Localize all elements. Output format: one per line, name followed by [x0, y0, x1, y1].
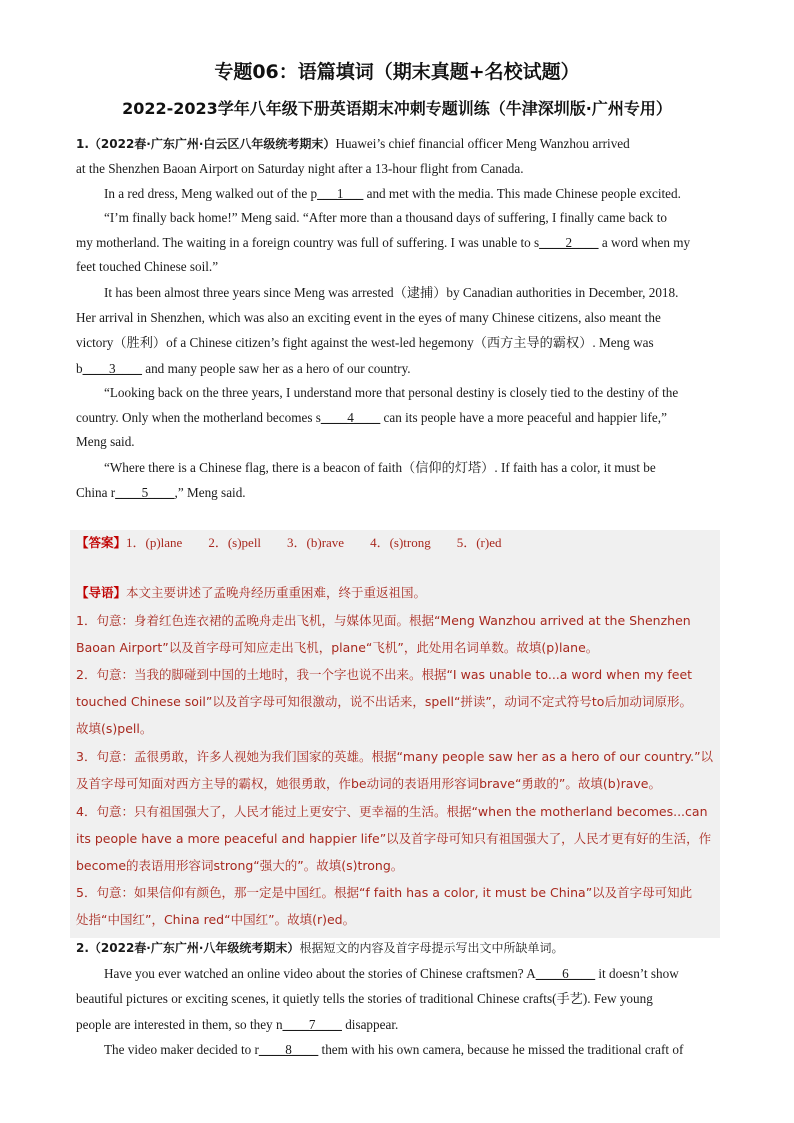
q1-line-2: at the Shenzhen Baoan Airport on Saturday night after a 13-hour flight from Canada. — [76, 161, 524, 176]
q1-line-13: Meng said. — [76, 434, 135, 449]
q1-line-15: China r____5____,” Meng said. — [76, 485, 246, 500]
q2-source: 2.（2022春·广东广州·八年级统考期末） — [76, 941, 300, 955]
q1-line-7: It has been almost three years since Meng was arrested（逮捕）by Canadian authorities in December, 2018. — [104, 285, 679, 300]
blank-3: ____3____ — [82, 361, 142, 376]
q1-line-11: “Looking back on the three years, I understand more that personal destiny is closely tied to the destiny of the — [104, 385, 679, 400]
analysis-line-3: 2．句意：当我的脚碰到中国的土地时，我一个字也说不出来。根据“I was unable to...a word when my feet — [76, 667, 693, 682]
blank-7: ____7____ — [282, 1017, 342, 1032]
blank-6: ____6____ — [535, 966, 596, 981]
blank-1: ___1___ — [317, 186, 364, 201]
q1-line-10: b____3____ and many people saw her as a hero of our country. — [76, 361, 411, 376]
q2-line-1: Have you ever watched an online video about the stories of Chinese craftsmen? A____6____ it doesn’t show — [104, 966, 679, 981]
guide-line: 【导语】本文主要讲述了孟晚舟经历重重困难，终于重返祖国。 — [76, 585, 427, 600]
analysis-line-9: its people have a more peaceful and happier life”以及首字母可知只有祖国强大了，人民才更有好的生活，作 — [76, 831, 712, 846]
analysis-line-5: 故填(s)pell。 — [76, 721, 153, 736]
blank-5: ____5____ — [115, 485, 175, 500]
analysis-line-12: 处指“中国红”，China red“中国红”。故填(r)ed。 — [76, 912, 356, 927]
page-title: 专题06：语篇填词（期末真题+名校试题） — [214, 61, 580, 83]
answer-tag: 【答案】 — [76, 535, 127, 550]
q1-line-9: victory（胜利）of a Chinese citizen’s fight against the west-led hegemony（西方主导的霸权）. Meng was — [76, 335, 654, 350]
analysis-line-2: Baoan Airport”以及首字母可知应走出飞机，plane“飞机”，此处用名词单数。故填(p)lane。 — [76, 640, 599, 655]
answer-line — [76, 535, 501, 551]
q1-line-6: feet touched Chinese soil.” — [76, 259, 219, 274]
q1-source: 1.（2022春·广东广州·白云区八年级统考期末） — [76, 137, 336, 151]
guide-tag: 【导语】 — [76, 585, 127, 600]
analysis-line-6: 3．句意：孟很勇敢，许多人视她为我们国家的英雄。根据“many people saw her as a hero of our country.”以 — [76, 749, 714, 764]
analysis-line-8: 4．句意：只有祖国强大了，人民才能过上更安宁、更幸福的生活。根据“when the motherland becomes...can — [76, 804, 708, 819]
q1-line-14: “Where there is a Chinese flag, there is a beacon of faith（信仰的灯塔）. If faith has a color, it must be — [104, 460, 656, 475]
q1-line-5: my motherland. The waiting in a foreign country was full of suffering. I was unable to s____2____ a word when my — [76, 235, 691, 250]
blank-4: ____4____ — [320, 410, 381, 425]
q2-line-4: The video maker decided to r____8____ them with his own camera, because he missed the traditional craft of — [104, 1042, 684, 1057]
blank-8: ____8____ — [258, 1042, 319, 1057]
analysis-line-10: become的表语用形容词strong“强大的”。故填(s)trong。 — [76, 858, 404, 873]
q2-line-0 — [76, 940, 563, 956]
q1-line-4: “I’m finally back home!” Meng said. “After more than a thousand days of suffering, I finally came back to — [104, 210, 667, 225]
analysis-line-7: 及首字母可知面对西方主导的霸权，她很勇敢，作be动词的表语用形容词brave“勇敢的”。故填(b)rave。 — [76, 776, 661, 791]
analysis-line-1: 1．句意：身着红色连衣裙的孟晚舟走出飞机，与媒体见面。根据“Meng Wanzhou arrived at the Shenzhen — [76, 613, 691, 628]
q1-line-3: In a red dress, Meng walked out of the p___1___ and met with the media. This made Chinese people excited. — [104, 186, 681, 201]
answer-items: 1．(p)lane 2．(s)pell 3．(b)rave 4．(s)trong 5．(r)ed — [126, 535, 502, 550]
analysis-line-11: 5．句意：如果信仰有颜色，那一定是中国红。根据“f faith has a color, it must be China”以及首字母可知此 — [76, 885, 693, 900]
q2-line-3: people are interested in them, so they n____7____ disappear. — [76, 1017, 399, 1032]
q2-line-2: beautiful pictures or exciting scenes, it quietly tells the stories of traditional Chinese crafts(手艺). Few young — [76, 991, 653, 1006]
q2-instruction: 根据短文的内容及首字母提示写出文中所缺单词。 — [299, 941, 564, 955]
q1-line-12: country. Only when the motherland becomes s____4____ can its people have a more peaceful and happier life,” — [76, 410, 667, 425]
q1-line-1: 1.（2022春·广东广州·白云区八年级统考期末）Huawei’s chief financial officer Meng Wanzhou arrived — [76, 136, 630, 151]
blank-2: ____2____ — [539, 235, 599, 250]
analysis-line-4: touched Chinese soil”以及首字母可知很激动，说不出话来，spell“拼读”，动词不定式符号to后加动词原形。 — [76, 694, 692, 709]
page-subtitle: 2022-2023学年八年级下册英语期末冲刺专题训练（牛津深圳版·广州专用） — [122, 99, 672, 118]
q1-line-8: Her arrival in Shenzhen, which was also an exciting event in the eyes of many Chinese citizens, also meant the — [76, 310, 661, 325]
